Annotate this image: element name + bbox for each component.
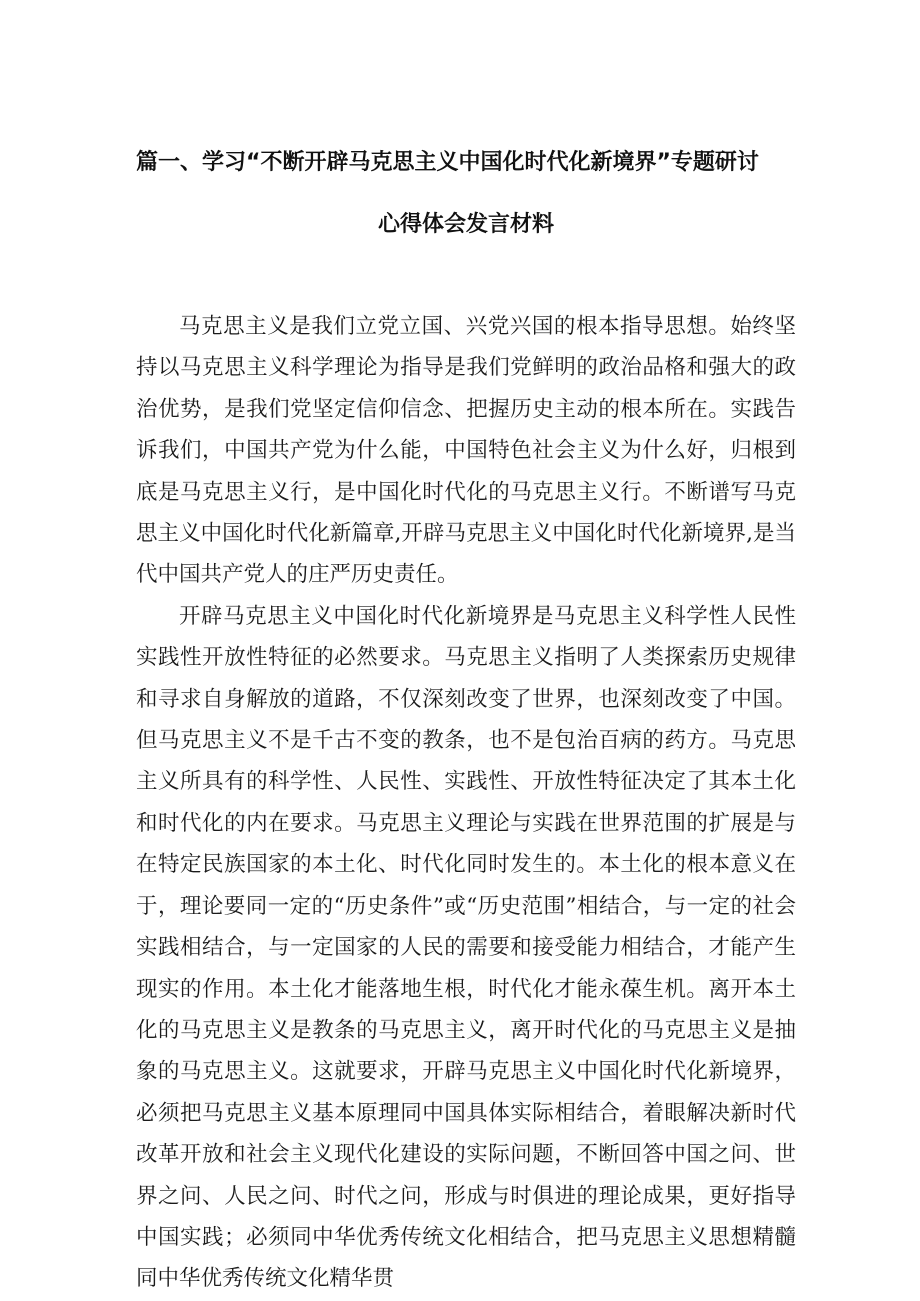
body-paragraph-1: 马克思主义是我们立党立国、兴党兴国的根本指导思想。始终坚持以马克思主义科学理论为指导是我们党鲜明的政治品格和强大的政治优势，是我们党坚定信仰信念、把握历史主动的根本所在。实践告诉我们，中国共产党为什么能，中国特色社会主义为什么好，归根到底是马克思主义行，是中国化时代化的马克思主义行。不断谱写马克思主义中国化时代化新篇章,开辟马克思主义中国化时代化新境界,是当代中国共产党人的庄严历史责任。 [136,314,796,588]
document-body [136,306,796,1300]
document-title-line-1: 篇一、学习“不断开辟马克思主义中国化时代化新境界”专题研讨 [136,150,759,175]
body-paragraph-2: 开辟马克思主义中国化时代化新境界是马克思主义科学性人民性实践性开放性特征的必然要求。马克思主义指明了人类探索历史规律和寻求自身解放的道路，不仅深刻改变了世界，也深刻改变了中国。但马克思主义不是千古不变的教条，也不是包治百病的药方。马克思主义所具有的科学性、人民性、实践性、开放性特征决定了其本土化和时代化的内在要求。马克思主义理论与实践在世界范围的扩展是与在特定民族国家的本土化、时代化同时发生的。本土化的根本意义在于，理论要同一定的“历史条件”或“历史范围”相结合，与一定的社会实践相结合，与一定国家的人民的需要和接受能力相结合，才能产生现实的作用。本土化才能落地生根，时代化才能永葆生机。离开本土化的马克思主义是教条的马克思主义，离开时代化的马克思主义是抽象的马克思主义。这就要求，开辟马克思主义中国化时代化新境界，必须把马克思主义基本原理同中国具体实际相结合，着眼解决新时代改革开放和社会主义现代化建设的实际问题，不断回答中国之问、世界之问、人民之问、时代之问，形成与时俱进的理论成果，更好指导中国实践；必须同中华优秀传统文化相结合，把马克思主义思想精髓同中华优秀传统文化精华贯 [136,603,796,1292]
document-title-line-2: 心得体会发言材料 [377,212,554,237]
